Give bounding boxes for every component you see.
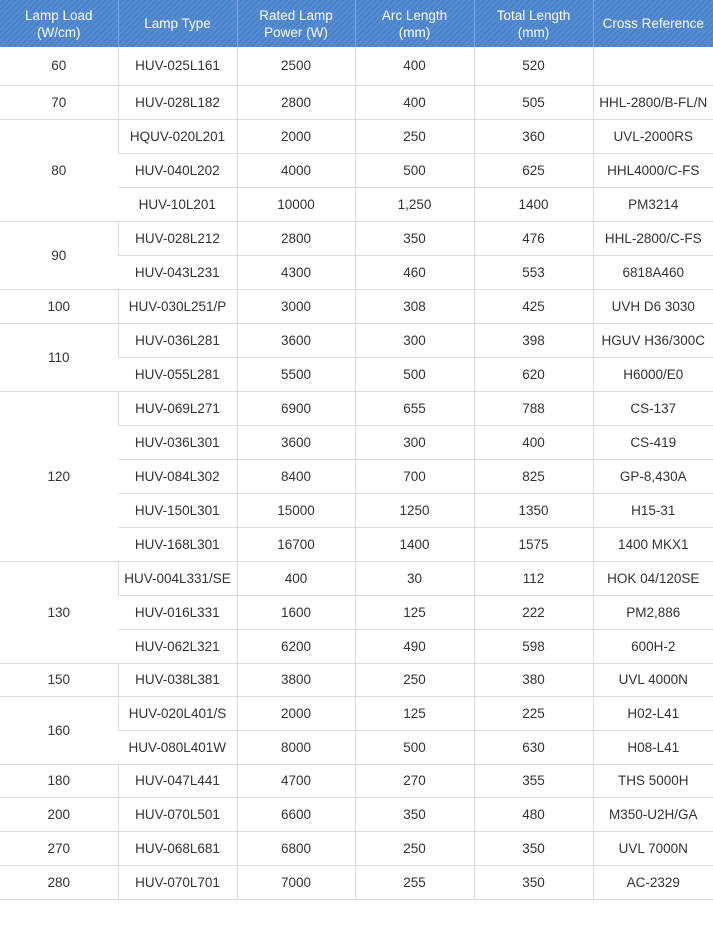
total-length-cell: 222 [474,595,593,629]
lamp-type-cell: HUV-070L701 [118,865,237,899]
rated-power-cell: 2000 [237,696,355,730]
arc-length-cell: 300 [355,425,474,459]
col-arc-length: Arc Length (mm) [355,0,474,47]
table-header [0,0,713,47]
lamp-type-cell: HUV-025L161 [118,47,237,85]
lamp-type-cell: HUV-080L401W [118,730,237,764]
total-length-cell: 350 [474,865,593,899]
cross-reference-cell: 1400 MKX1 [593,527,713,561]
cross-reference-cell: PM2,886 [593,595,713,629]
cross-reference-cell: UVL 4000N [593,663,713,696]
lamp-load-cell: 90 [0,221,118,289]
arc-length-cell: 350 [355,797,474,831]
rated-power-cell: 3600 [237,425,355,459]
cross-reference-cell: H08-L41 [593,730,713,764]
arc-length-cell: 255 [355,865,474,899]
lamp-type-cell: HUV-043L231 [118,255,237,289]
cross-reference-cell: M350-U2H/GA [593,797,713,831]
lamp-load-cell: 100 [0,289,118,323]
cross-reference-cell: CS-137 [593,391,713,425]
total-length-cell: 355 [474,764,593,797]
total-length-cell: 480 [474,797,593,831]
lamp-load-cell: 160 [0,696,118,764]
lamp-load-cell: 60 [0,47,118,85]
total-length-cell: 825 [474,459,593,493]
lamp-load-cell: 130 [0,561,118,663]
table-body [0,47,713,899]
table-row [0,85,713,119]
lamp-type-cell: HUV-036L301 [118,425,237,459]
arc-length-cell: 1250 [355,493,474,527]
total-length-cell: 625 [474,153,593,187]
table-row [0,561,713,595]
lamp-load-cell: 120 [0,391,118,561]
lamp-load-cell: 280 [0,865,118,899]
table-row [0,831,713,865]
lamp-type-cell: HUV-020L401/S [118,696,237,730]
arc-length-cell: 270 [355,764,474,797]
arc-length-cell: 30 [355,561,474,595]
col-lamp-type: Lamp Type [118,0,237,47]
lamp-type-cell: HUV-150L301 [118,493,237,527]
total-length-cell: 400 [474,425,593,459]
lamp-type-cell: HUV-168L301 [118,527,237,561]
total-length-cell: 598 [474,629,593,663]
lamp-type-cell: HUV-069L271 [118,391,237,425]
lamp-load-cell: 110 [0,323,118,391]
total-length-cell: 398 [474,323,593,357]
table-row [0,663,713,696]
col-rated-power: Rated Lamp Power (W) [237,0,355,47]
rated-power-cell: 400 [237,561,355,595]
rated-power-cell: 8400 [237,459,355,493]
lamp-load-cell: 270 [0,831,118,865]
rated-power-cell: 6800 [237,831,355,865]
arc-length-cell: 400 [355,47,474,85]
arc-length-cell: 125 [355,696,474,730]
rated-power-cell: 10000 [237,187,355,221]
rated-power-cell: 3600 [237,323,355,357]
total-length-cell: 350 [474,831,593,865]
lamp-type-cell: HUV-004L331/SE [118,561,237,595]
lamp-type-cell: HUV-062L321 [118,629,237,663]
lamp-load-cell: 150 [0,663,118,696]
lamp-type-cell: HUV-036L281 [118,323,237,357]
rated-power-cell: 1600 [237,595,355,629]
arc-length-cell: 308 [355,289,474,323]
arc-length-cell: 500 [355,153,474,187]
cross-reference-cell: HHL-2800/C-FS [593,221,713,255]
total-length-cell: 476 [474,221,593,255]
rated-power-cell: 4000 [237,153,355,187]
rated-power-cell: 2000 [237,119,355,153]
lamp-load-cell: 180 [0,764,118,797]
cross-reference-cell: H15-31 [593,493,713,527]
total-length-cell: 620 [474,357,593,391]
total-length-cell: 360 [474,119,593,153]
lamp-type-cell: HUV-016L331 [118,595,237,629]
arc-length-cell: 125 [355,595,474,629]
arc-length-cell: 250 [355,831,474,865]
arc-length-cell: 400 [355,85,474,119]
rated-power-cell: 6600 [237,797,355,831]
total-length-cell: 505 [474,85,593,119]
table-row [0,119,713,153]
rated-power-cell: 2800 [237,85,355,119]
arc-length-cell: 500 [355,357,474,391]
total-length-cell: 225 [474,696,593,730]
lamp-type-cell: HUV-047L441 [118,764,237,797]
lamp-type-cell: HQUV-020L201 [118,119,237,153]
lamp-type-cell: HUV-028L182 [118,85,237,119]
table-row [0,289,713,323]
lamp-type-cell: HUV-040L202 [118,153,237,187]
rated-power-cell: 5500 [237,357,355,391]
table-row [0,865,713,899]
cross-reference-cell: UVL-2000RS [593,119,713,153]
rated-power-cell: 4700 [237,764,355,797]
arc-length-cell: 700 [355,459,474,493]
lamp-type-cell: HUV-084L302 [118,459,237,493]
lamp-type-cell: HUV-068L681 [118,831,237,865]
table-row [0,797,713,831]
arc-length-cell: 250 [355,663,474,696]
table-row [0,323,713,357]
table-row [0,221,713,255]
col-cross-reference: Cross Reference [593,0,713,47]
cross-reference-cell: GP-8,430A [593,459,713,493]
lamp-type-cell: HUV-055L281 [118,357,237,391]
cross-reference-cell: 6818A460 [593,255,713,289]
arc-length-cell: 655 [355,391,474,425]
arc-length-cell: 350 [355,221,474,255]
rated-power-cell: 3000 [237,289,355,323]
rated-power-cell: 8000 [237,730,355,764]
cross-reference-cell [593,47,713,85]
total-length-cell: 425 [474,289,593,323]
lamp-type-cell: HUV-030L251/P [118,289,237,323]
col-total-length: Total Length (mm) [474,0,593,47]
total-length-cell: 1350 [474,493,593,527]
col-lamp-load: Lamp Load (W/cm) [0,0,118,47]
lamp-load-cell: 200 [0,797,118,831]
total-length-cell: 630 [474,730,593,764]
arc-length-cell: 1400 [355,527,474,561]
cross-reference-cell: HGUV H36/300C [593,323,713,357]
cross-reference-cell: AC-2329 [593,865,713,899]
cross-reference-cell: THS 5000H [593,764,713,797]
rated-power-cell: 6200 [237,629,355,663]
lamp-type-cell: HUV-10L201 [118,187,237,221]
cross-reference-cell: PM3214 [593,187,713,221]
table-row [0,696,713,730]
cross-reference-cell: H02-L41 [593,696,713,730]
total-length-cell: 553 [474,255,593,289]
cross-reference-cell: HHL-2800/B-FL/N [593,85,713,119]
lamp-load-cell: 70 [0,85,118,119]
cross-reference-cell: CS-419 [593,425,713,459]
cross-reference-cell: HHL4000/C-FS [593,153,713,187]
total-length-cell: 380 [474,663,593,696]
arc-length-cell: 490 [355,629,474,663]
rated-power-cell: 2500 [237,47,355,85]
arc-length-cell: 1,250 [355,187,474,221]
rated-power-cell: 7000 [237,865,355,899]
rated-power-cell: 2800 [237,221,355,255]
table-row [0,47,713,85]
total-length-cell: 520 [474,47,593,85]
table-row [0,391,713,425]
cross-reference-cell: H6000/E0 [593,357,713,391]
cross-reference-cell: HOK 04/120SE [593,561,713,595]
total-length-cell: 788 [474,391,593,425]
total-length-cell: 112 [474,561,593,595]
total-length-cell: 1575 [474,527,593,561]
rated-power-cell: 16700 [237,527,355,561]
rated-power-cell: 15000 [237,493,355,527]
rated-power-cell: 3800 [237,663,355,696]
lamp-load-cell: 80 [0,119,118,221]
arc-length-cell: 250 [355,119,474,153]
lamp-type-cell: HUV-070L501 [118,797,237,831]
rated-power-cell: 6900 [237,391,355,425]
table-row [0,764,713,797]
total-length-cell: 1400 [474,187,593,221]
rated-power-cell: 4300 [237,255,355,289]
cross-reference-cell: UVH D6 3030 [593,289,713,323]
arc-length-cell: 300 [355,323,474,357]
arc-length-cell: 460 [355,255,474,289]
arc-length-cell: 500 [355,730,474,764]
cross-reference-cell: 600H-2 [593,629,713,663]
cross-reference-cell: UVL 7000N [593,831,713,865]
lamp-type-cell: HUV-038L381 [118,663,237,696]
lamp-type-cell: HUV-028L212 [118,221,237,255]
